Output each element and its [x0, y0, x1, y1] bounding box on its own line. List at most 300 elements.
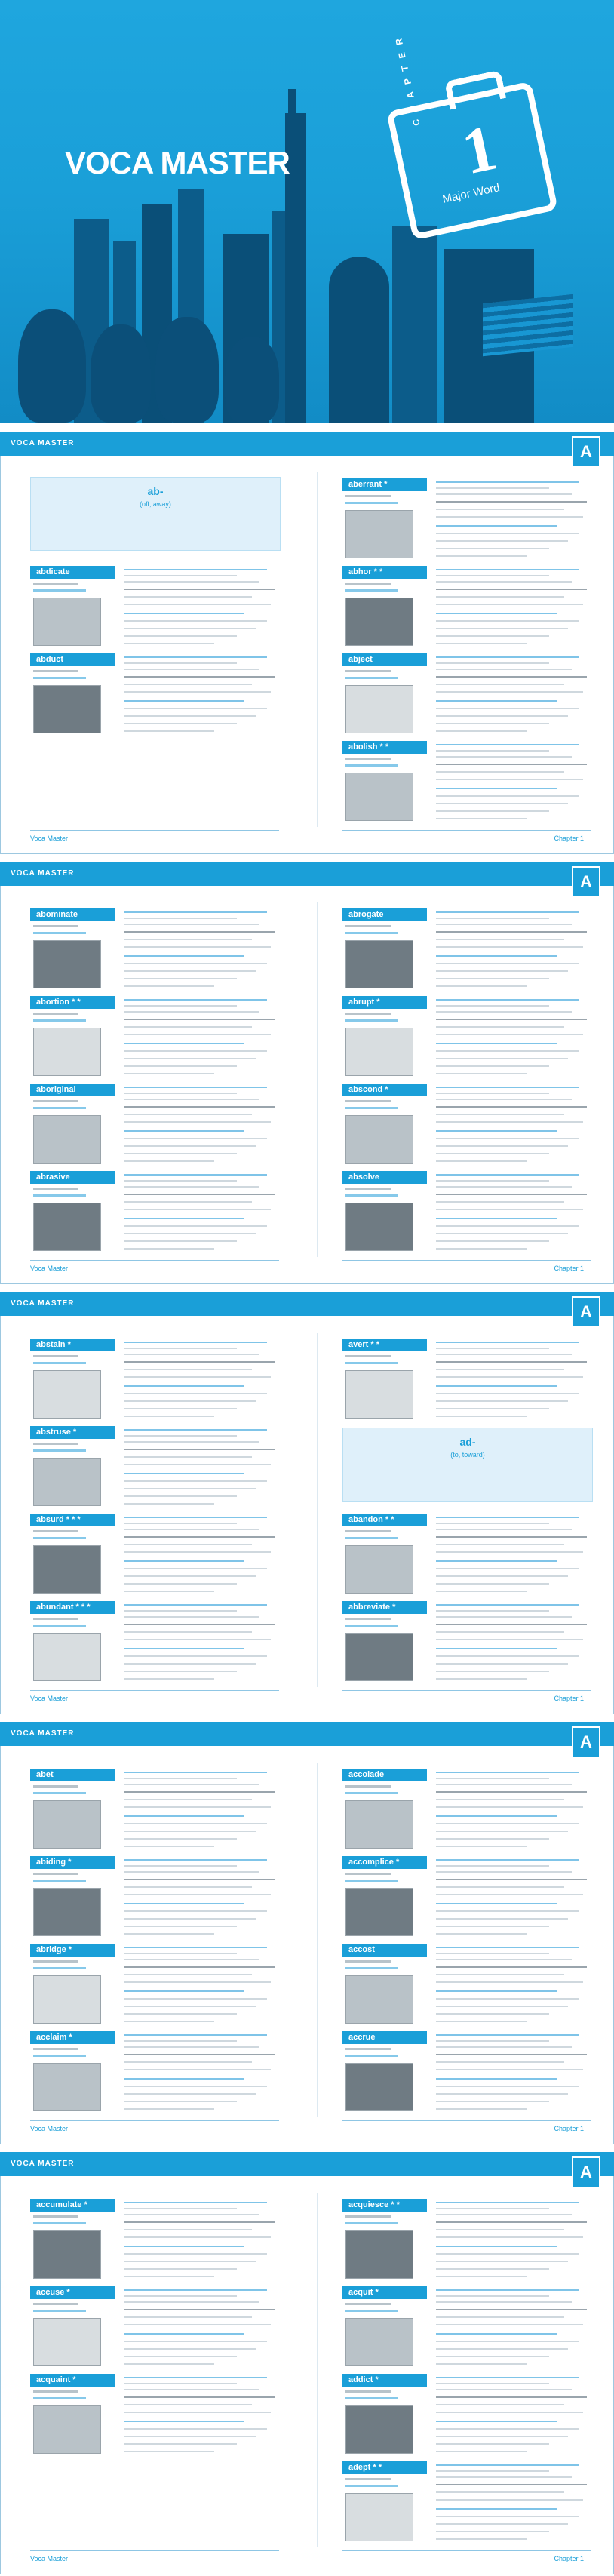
- text-line: [436, 1400, 568, 1402]
- text-line: [436, 1926, 549, 1927]
- text-line: [436, 1065, 549, 1067]
- text-line: [436, 1011, 572, 1013]
- meaning-line: [33, 1194, 86, 1197]
- illustration-image: [33, 940, 101, 988]
- vocab-entry: [342, 741, 591, 830]
- headword-label: abstain *: [30, 1339, 115, 1351]
- meaning-line: [33, 2055, 86, 2057]
- text-line: [124, 2421, 244, 2422]
- text-line: [436, 2013, 549, 2015]
- text-line: [124, 1495, 237, 1497]
- text-line: [124, 1354, 259, 1355]
- headword-label: abscond *: [342, 1084, 427, 1096]
- text-line: [124, 1093, 237, 1094]
- text-line: [436, 1772, 579, 1773]
- prefix-subtitle: (off, away): [140, 500, 171, 508]
- text-line: [436, 1966, 587, 1968]
- footer-left-label: Voca Master: [30, 1265, 69, 1272]
- text-line: [436, 589, 587, 590]
- text-line: [436, 1342, 579, 1343]
- text-line: [436, 1201, 564, 1203]
- text-line: [124, 1050, 267, 1052]
- headword-label: absurd * * *: [30, 1514, 115, 1526]
- text-line: [436, 2006, 568, 2007]
- vocab-page: [0, 2152, 614, 2574]
- meaning-line: [33, 1537, 86, 1539]
- text-line: [436, 1894, 583, 1895]
- text-line: [124, 2061, 252, 2063]
- text-line: [436, 2221, 587, 2223]
- text-line: [436, 1886, 564, 1888]
- text-line: [124, 1376, 271, 1378]
- text-line: [436, 1073, 527, 1074]
- text-line: [436, 803, 568, 804]
- text-line: [436, 1043, 557, 1044]
- pronunciation-line: [33, 1873, 78, 1875]
- text-line: [436, 669, 572, 670]
- text-line: [436, 1639, 583, 1640]
- meaning-line: [345, 1537, 398, 1539]
- text-line: [436, 2301, 572, 2303]
- chapter-label: CHAPTER: [391, 29, 422, 127]
- illustration-image: [33, 1975, 101, 2024]
- headword-label: abstruse *: [30, 1426, 115, 1439]
- pronunciation-line: [345, 2303, 391, 2305]
- meaning-line: [33, 1449, 86, 1452]
- vocab-page: [0, 1292, 614, 1714]
- meaning-line: [345, 1625, 398, 1627]
- illustration-image: [345, 1370, 413, 1419]
- pronunciation-line: [345, 2390, 391, 2393]
- text-line: [436, 2443, 549, 2445]
- text-line: [124, 1933, 214, 1935]
- text-line: [436, 2054, 587, 2055]
- footer-rule: [342, 1260, 591, 1261]
- text-line: [436, 1990, 557, 1992]
- text-line: [436, 1369, 564, 1370]
- illustration-image: [33, 2405, 101, 2454]
- text-line: [436, 1416, 527, 1417]
- text-line: [436, 2268, 549, 2270]
- text-line: [124, 1604, 267, 1606]
- text-line: [436, 978, 549, 979]
- text-line: [124, 1121, 271, 1123]
- text-line: [436, 779, 583, 780]
- meaning-line: [345, 1880, 398, 1882]
- text-line: [124, 1408, 237, 1409]
- text-line: [436, 613, 557, 614]
- pronunciation-line: [33, 670, 78, 672]
- text-line: [124, 1248, 214, 1250]
- text-line: [124, 1663, 256, 1665]
- text-line: [436, 628, 568, 629]
- text-line: [436, 2236, 583, 2238]
- text-line: [436, 1093, 549, 1094]
- text-line: [436, 596, 564, 598]
- section-letter-tab: A: [572, 866, 600, 898]
- text-line: [436, 1348, 549, 1349]
- text-line: [436, 911, 579, 913]
- meaning-line: [33, 2310, 86, 2312]
- meaning-line: [33, 1792, 86, 1794]
- vocab-entry: [342, 478, 591, 567]
- text-line: [124, 2013, 237, 2015]
- text-line: [124, 2295, 237, 2297]
- text-line: [436, 744, 579, 745]
- text-line: [436, 2421, 557, 2422]
- text-line: [436, 2069, 583, 2070]
- illustration-image: [345, 1633, 413, 1681]
- text-line: [124, 1058, 256, 1059]
- text-line: [124, 1435, 237, 1437]
- prefix-box: [30, 477, 281, 551]
- pronunciation-line: [33, 2303, 78, 2305]
- vocab-entry: [30, 1084, 279, 1173]
- text-line: [124, 1879, 275, 1880]
- headword-label: abiding *: [30, 1856, 115, 1869]
- text-line: [124, 918, 237, 919]
- text-line: [436, 604, 583, 605]
- pronunciation-line: [33, 1355, 78, 1357]
- footer-rule: [30, 1260, 279, 1261]
- prefix-title: ab-: [147, 485, 164, 497]
- illustration-image: [33, 685, 101, 733]
- pronunciation-line: [345, 2215, 391, 2218]
- text-line: [124, 1174, 267, 1176]
- text-line: [124, 2377, 267, 2378]
- text-line: [124, 1966, 275, 1968]
- text-line: [124, 2276, 214, 2277]
- text-line: [124, 2246, 244, 2247]
- meaning-line: [33, 2397, 86, 2399]
- text-line: [436, 656, 579, 658]
- text-line: [436, 2396, 587, 2398]
- text-line: [124, 1616, 259, 1618]
- text-line: [124, 1791, 275, 1793]
- section-letter-tab: A: [572, 1726, 600, 1758]
- text-line: [124, 2101, 237, 2102]
- text-line: [124, 1655, 267, 1657]
- text-line: [124, 1233, 256, 1234]
- text-line: [124, 2356, 237, 2357]
- pronunciation-line: [33, 925, 78, 927]
- text-line: [124, 970, 256, 972]
- text-line: [436, 1153, 549, 1154]
- text-line: [436, 756, 572, 758]
- pronunciation-line: [33, 2390, 78, 2393]
- text-line: [436, 2428, 579, 2430]
- prefix-subtitle: (to, toward): [450, 1451, 485, 1459]
- text-line: [124, 1591, 214, 1592]
- text-line: [436, 2101, 549, 2102]
- text-line: [436, 2229, 564, 2230]
- illustration-image: [345, 2063, 413, 2111]
- page-header-band: [0, 432, 614, 456]
- text-line: [436, 540, 568, 542]
- text-line: [124, 1806, 271, 1808]
- text-line: [436, 2261, 568, 2262]
- vocab-entry: [30, 1426, 279, 1515]
- pronunciation-line: [345, 1355, 391, 1357]
- text-line: [124, 1240, 237, 1242]
- text-line: [124, 1180, 237, 1182]
- text-line: [124, 1153, 237, 1154]
- text-line: [436, 1953, 549, 1954]
- meaning-line: [33, 932, 86, 934]
- vocab-entry: [342, 653, 591, 742]
- pronunciation-line: [345, 495, 391, 497]
- text-line: [124, 1393, 267, 1394]
- meaning-line: [345, 1967, 398, 1969]
- text-line: [124, 1464, 271, 1465]
- rushmore-head: [225, 337, 279, 423]
- headword-label: adept * *: [342, 2461, 427, 2474]
- cover-banner: [0, 0, 614, 423]
- text-line: [124, 946, 271, 948]
- text-line: [436, 2289, 579, 2291]
- text-line: [436, 1218, 557, 1219]
- text-line: [436, 1879, 587, 1880]
- text-line: [124, 1990, 244, 1992]
- text-line: [436, 818, 527, 819]
- headword-label: acquit *: [342, 2286, 427, 2299]
- text-line: [436, 1194, 587, 1195]
- text-line: [124, 1480, 267, 1482]
- meaning-line: [345, 1362, 398, 1364]
- text-line: [124, 1910, 267, 1912]
- illustration-image: [345, 685, 413, 733]
- text-line: [124, 1456, 252, 1458]
- text-line: [436, 1087, 579, 1088]
- text-line: [124, 939, 252, 940]
- text-line: [436, 1831, 568, 1832]
- footer-rule: [30, 2120, 279, 2121]
- text-line: [436, 1815, 557, 1817]
- illustration-image: [33, 1028, 101, 1076]
- text-line: [124, 1385, 244, 1387]
- text-line: [124, 676, 275, 678]
- pronunciation-line: [345, 1013, 391, 1015]
- footer-rule: [342, 2550, 591, 2551]
- text-line: [124, 2021, 214, 2022]
- text-line: [124, 1871, 259, 1873]
- torch-icon: [288, 89, 296, 119]
- text-line: [436, 1910, 579, 1912]
- meaning-line: [33, 1625, 86, 1627]
- pronunciation-line: [33, 1188, 78, 1190]
- text-line: [124, 1043, 244, 1044]
- text-line: [124, 1488, 256, 1489]
- meaning-line: [345, 2397, 398, 2399]
- text-line: [436, 575, 549, 576]
- text-line: [436, 2436, 568, 2437]
- headword-label: abbreviate *: [342, 1601, 427, 1614]
- vocab-entry: [30, 2031, 279, 2120]
- pronunciation-line: [33, 1785, 78, 1788]
- footer-right-label: Chapter 1: [554, 2555, 584, 2562]
- section-letter-tab: A: [572, 436, 600, 468]
- text-line: [124, 1429, 267, 1431]
- illustration-image: [345, 773, 413, 821]
- text-line: [436, 1408, 549, 1409]
- text-line: [124, 1361, 275, 1363]
- text-line: [124, 1087, 267, 1088]
- text-line: [436, 1034, 583, 1035]
- text-line: [436, 1019, 587, 1020]
- text-line: [124, 1517, 267, 1518]
- text-line: [124, 1011, 259, 1013]
- footer-right-label: Chapter 1: [554, 2125, 584, 2132]
- footer-left-label: Voca Master: [30, 835, 69, 842]
- illustration-image: [33, 1370, 101, 1419]
- text-line: [124, 1026, 252, 1028]
- text-line: [436, 1918, 568, 1920]
- illustration-image: [33, 2318, 101, 2366]
- text-line: [124, 2324, 271, 2325]
- text-line: [436, 1846, 527, 1847]
- vocab-page: [0, 862, 614, 1284]
- illustration-image: [33, 2230, 101, 2279]
- column-divider: [317, 1763, 318, 2117]
- text-line: [436, 1130, 557, 1132]
- vocab-entry: [30, 1944, 279, 2033]
- illustration-image: [345, 510, 413, 558]
- meaning-line: [345, 2485, 398, 2487]
- text-line: [124, 1186, 259, 1188]
- text-line: [436, 2499, 583, 2501]
- headword-label: abrasive: [30, 1171, 115, 1184]
- text-line: [436, 750, 549, 752]
- text-line: [124, 1449, 275, 1450]
- meaning-line: [345, 932, 398, 934]
- text-line: [436, 1871, 572, 1873]
- text-line: [124, 2040, 237, 2042]
- vocab-entry: [342, 1601, 591, 1690]
- text-line: [436, 548, 549, 549]
- text-line: [124, 1160, 214, 1162]
- text-line: [124, 2202, 267, 2203]
- pronunciation-line: [33, 2048, 78, 2050]
- text-line: [436, 1663, 568, 1665]
- text-line: [124, 1631, 252, 1633]
- header-brand: VOCA MASTER: [11, 439, 75, 447]
- vocab-entry: [30, 1601, 279, 1690]
- text-line: [436, 730, 527, 732]
- text-line: [124, 700, 244, 702]
- text-line: [124, 1114, 252, 1115]
- vocab-entry: [30, 1514, 279, 1603]
- headword-label: abhor * *: [342, 566, 427, 579]
- meaning-line: [345, 2055, 398, 2057]
- text-line: [124, 1974, 252, 1975]
- text-line: [124, 2316, 252, 2318]
- text-line: [436, 620, 579, 622]
- headword-label: accumulate *: [30, 2199, 115, 2212]
- text-line: [436, 2208, 549, 2209]
- meaning-line: [345, 589, 398, 592]
- pronunciation-line: [345, 1873, 391, 1875]
- text-line: [436, 1823, 579, 1824]
- column-divider: [317, 1333, 318, 1687]
- meaning-line: [33, 589, 86, 592]
- text-line: [436, 1610, 549, 1612]
- text-line: [124, 1998, 267, 2000]
- illustration-image: [33, 1888, 101, 1936]
- meaning-line: [345, 1107, 398, 1109]
- vocab-entry: [342, 2374, 591, 2463]
- text-line: [436, 509, 564, 510]
- text-line: [124, 911, 267, 913]
- text-line: [436, 1947, 579, 1948]
- vocab-entry: [30, 1769, 279, 1858]
- text-line: [124, 1130, 244, 1132]
- vocab-entry: [30, 996, 279, 1085]
- text-line: [436, 2021, 527, 2022]
- text-line: [436, 1121, 583, 1123]
- vocab-entry: [342, 1171, 591, 1260]
- text-line: [124, 1823, 267, 1824]
- text-line: [124, 2046, 259, 2048]
- meaning-line: [345, 1792, 398, 1794]
- section-letter-tab: A: [572, 1296, 600, 1328]
- text-line: [124, 1865, 237, 1867]
- text-line: [436, 1529, 572, 1530]
- illustration-image: [345, 1888, 413, 1936]
- meaning-line: [33, 1019, 86, 1022]
- text-line: [436, 2538, 527, 2540]
- illustration-image: [345, 2493, 413, 2541]
- text-line: [124, 2093, 256, 2095]
- text-line: [124, 2208, 237, 2209]
- text-line: [124, 2236, 271, 2238]
- text-line: [124, 684, 252, 685]
- text-line: [436, 2523, 568, 2525]
- footer-right-label: Chapter 1: [554, 835, 584, 842]
- text-line: [124, 2412, 271, 2413]
- footer-rule: [342, 2120, 591, 2121]
- text-line: [436, 788, 557, 789]
- text-line: [436, 1806, 583, 1808]
- cover-title: VOCA MASTER: [65, 145, 290, 180]
- text-line: [124, 1926, 237, 1927]
- text-line: [436, 2333, 557, 2335]
- illustration-image: [33, 1203, 101, 1251]
- text-line: [436, 1865, 549, 1867]
- text-line: [124, 2108, 214, 2110]
- text-line: [436, 1778, 549, 1779]
- headword-label: abet: [30, 1769, 115, 1781]
- text-line: [436, 715, 568, 717]
- text-line: [124, 2341, 267, 2342]
- text-line: [436, 2214, 572, 2215]
- pronunciation-line: [345, 1100, 391, 1102]
- text-line: [436, 1974, 564, 1975]
- text-line: [436, 1624, 587, 1625]
- text-line: [124, 1799, 252, 1800]
- text-line: [436, 691, 583, 693]
- meaning-line: [345, 677, 398, 679]
- text-line: [436, 1959, 572, 1960]
- meaning-line: [345, 502, 398, 504]
- vocab-entry: [30, 653, 279, 742]
- text-line: [124, 2069, 271, 2070]
- text-line: [436, 1568, 579, 1569]
- text-line: [436, 2253, 579, 2255]
- text-line: [436, 525, 557, 527]
- text-line: [436, 700, 557, 702]
- headword-label: accost: [342, 1944, 427, 1957]
- text-line: [436, 2078, 557, 2080]
